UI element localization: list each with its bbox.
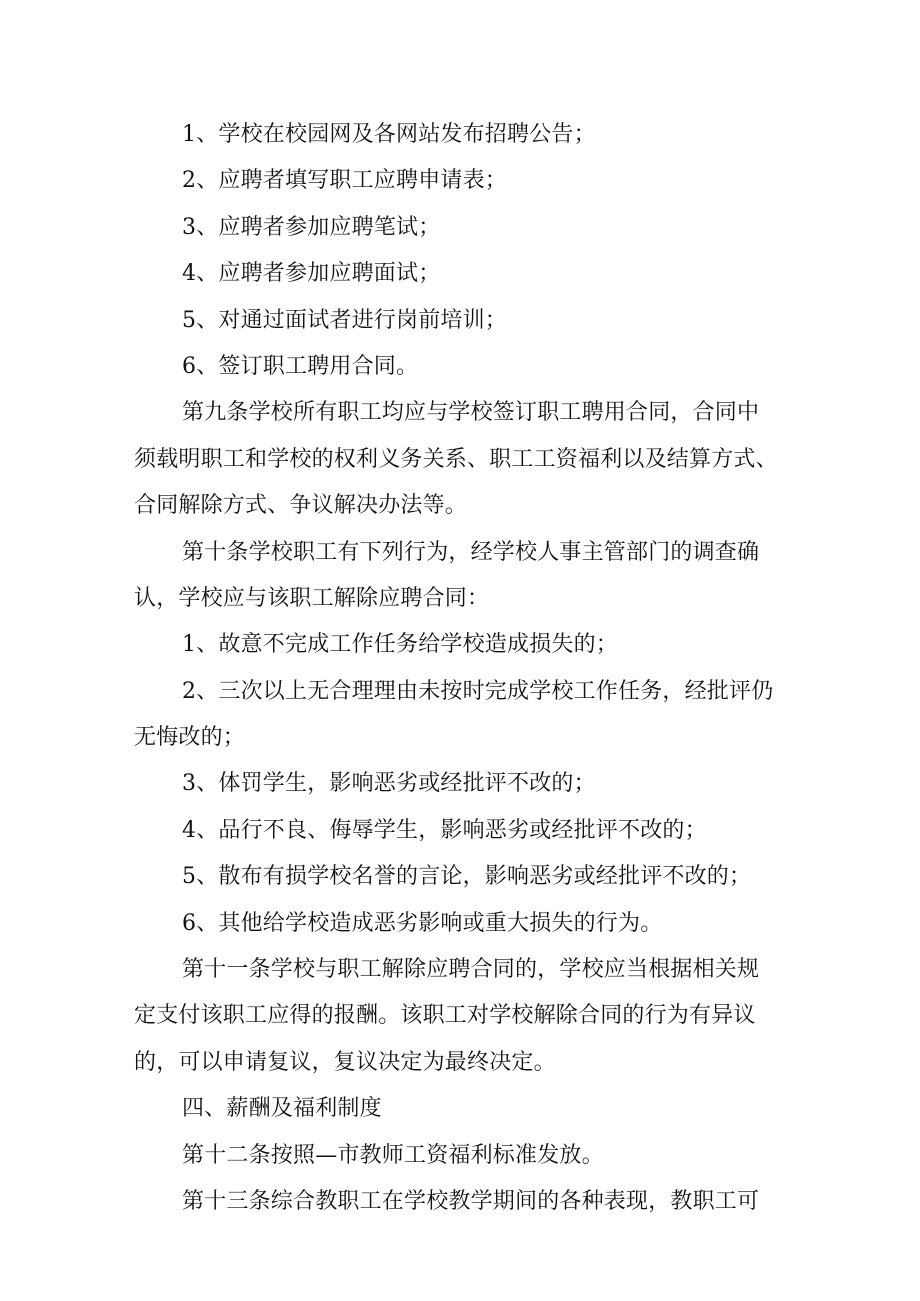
text-line: 第十一条学校与职工解除应聘合同的，学校应当根据相关规 — [182, 957, 760, 983]
text-line: 认，学校应与该职工解除应聘合同： — [134, 585, 490, 611]
text-line: 定支付该职工应得的报酬。该职工对学校解除合同的行为有异议 — [134, 1003, 756, 1029]
text-line: 第十条学校职工有下列行为，经学校人事主管部门的调查确 — [182, 539, 760, 565]
text-line: 的，可以申请复议，复议决定为最终决定。 — [134, 1049, 556, 1075]
text-line: 1、学校在校园网及各网站发布招聘公告； — [182, 122, 596, 147]
text-line: 6、其他给学校造成恶劣影响或重大损失的行为。 — [182, 910, 663, 936]
text-line: 无悔改的； — [134, 725, 246, 751]
text-line: 四、薪酬及福利制度 — [182, 1096, 382, 1122]
text-line: 5、对通过面试者进行岗前培训； — [182, 307, 507, 333]
text-line: 6、签订职工聘用合同。 — [182, 353, 419, 379]
text-line: 4、品行不良、侮辱学生，影响恶劣或经批评不改的； — [182, 817, 707, 843]
text-line: 须载明职工和学校的权利义务关系、职工工资福利以及结算方式、 — [134, 446, 778, 472]
text-line: 2、三次以上无合理理由未按时完成学校工作任务，经批评仍 — [182, 678, 774, 704]
text-line: 第十三条综合教职工在学校教学期间的各种表现，教职工可 — [182, 1188, 760, 1214]
text-line: 第九条学校所有职工均应与学校签订职工聘用合同，合同中 — [182, 400, 760, 426]
text-line: 3、体罚学生，影响恶劣或经批评不改的； — [182, 771, 596, 797]
text-line: 1、故意不完成工作任务给学校造成损失的； — [182, 632, 618, 658]
text-line: 4、应聘者参加应聘面试； — [182, 261, 441, 287]
text-line: 5、散布有损学校名誉的言论，影响恶劣或经批评不改的； — [182, 864, 752, 890]
text-line: 3、应聘者参加应聘笔试； — [182, 214, 441, 240]
text-line: 合同解除方式、争议解决办法等。 — [134, 493, 468, 519]
text-line: 2、应聘者填写职工应聘申请表； — [182, 168, 507, 194]
document-body — [134, 112, 794, 1225]
text-line: 第十二条按照—市教师工资福利标准发放。 — [182, 1142, 604, 1168]
